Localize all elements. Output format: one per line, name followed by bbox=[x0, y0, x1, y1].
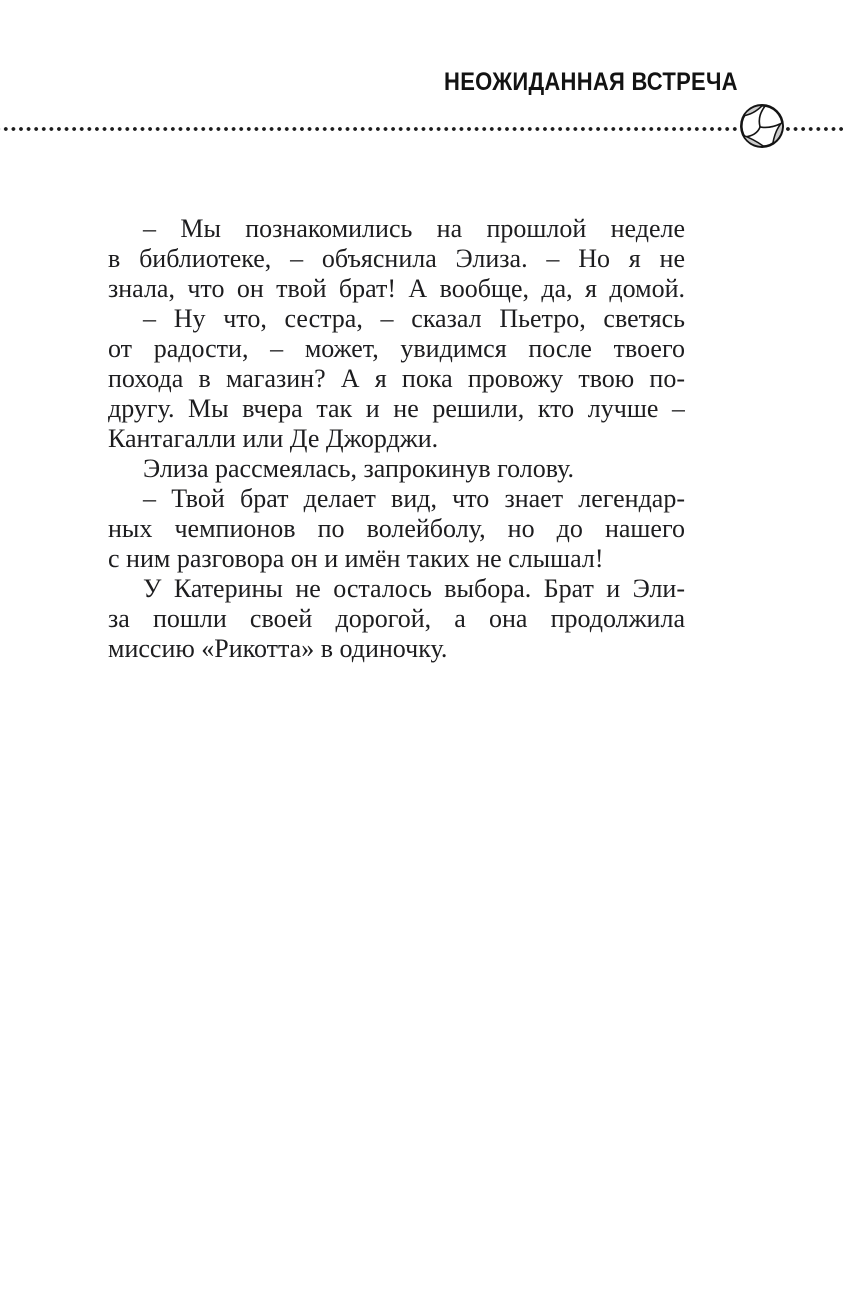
text-line: – Мы познакомились на прошлой неделе bbox=[143, 214, 685, 243]
text-line: в библиотеке, – объяснила Элиза. – Но я не bbox=[108, 244, 685, 273]
body-text bbox=[108, 214, 685, 664]
text-line: другу. Мы вчера так и не решили, кто лучше – bbox=[108, 394, 685, 423]
text-line: знала, что он твой брат! А вообще, да, я домой. bbox=[108, 274, 685, 303]
text-line: ных чемпионов по волейболу, но до нашего bbox=[108, 514, 685, 543]
chapter-title: НЕОЖИДАННАЯ ВСТРЕЧА bbox=[444, 68, 738, 96]
text-line: Элиза рассмеялась, запрокинув голову. bbox=[143, 454, 575, 483]
text-line: с ним разговора он и имён таких не слышал! bbox=[108, 544, 604, 573]
text-line: У Катерины не осталось выбора. Брат и Эли- bbox=[143, 574, 685, 603]
text-line: похода в магазин? А я пока провожу твою по- bbox=[108, 364, 685, 393]
text-line: от радости, – может, увидимся после твоего bbox=[108, 334, 685, 363]
text-line: – Ну что, сестра, – сказал Пьетро, светясь bbox=[143, 304, 685, 333]
text-line: миссию «Рикотта» в одиночку. bbox=[108, 634, 448, 663]
text-line: за пошли своей дорогой, а она продолжила bbox=[108, 604, 685, 633]
volleyball-icon bbox=[737, 101, 787, 151]
text-line: – Твой брат делает вид, что знает легендар- bbox=[143, 484, 685, 513]
dotted-divider bbox=[0, 125, 844, 133]
text-line: Кантагалли или Де Джорджи. bbox=[108, 424, 439, 453]
